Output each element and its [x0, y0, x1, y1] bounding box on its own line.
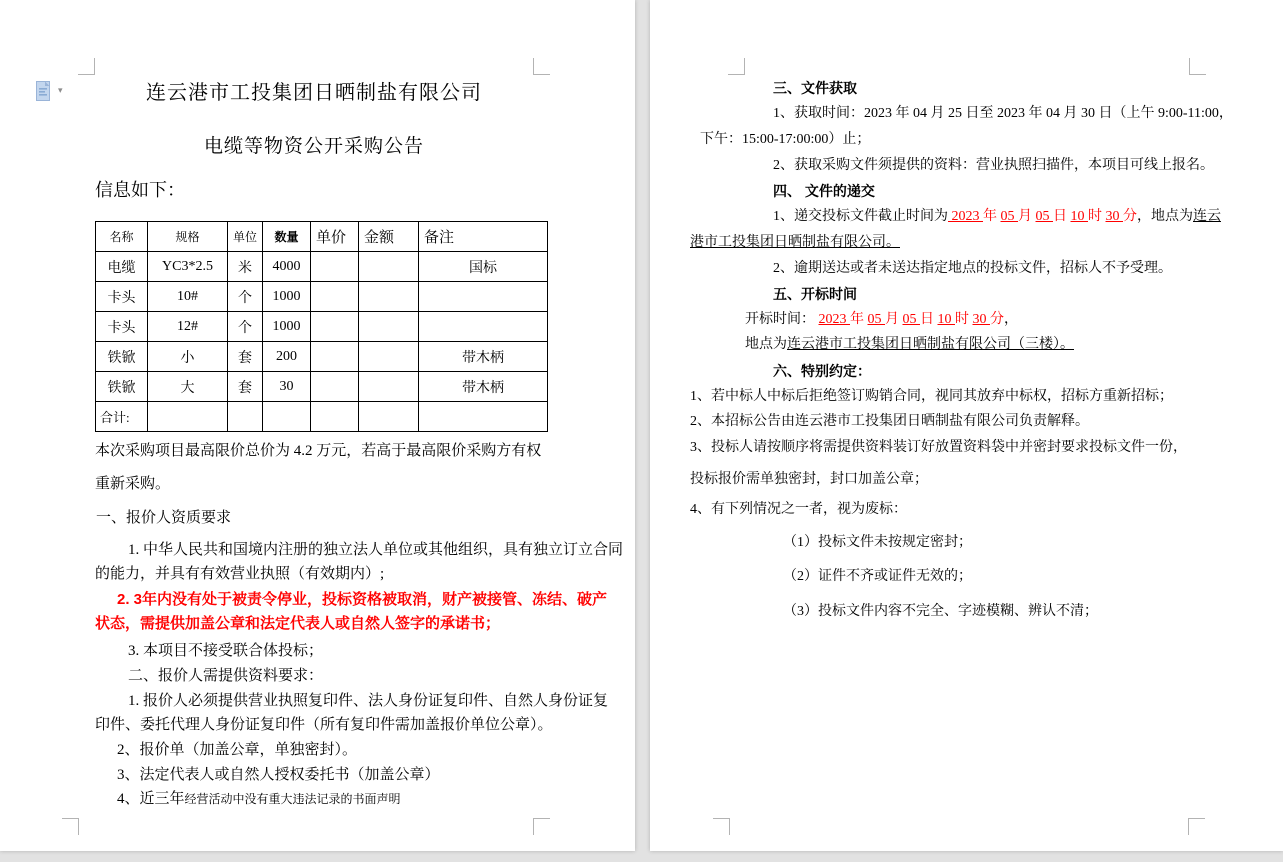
text-line: [783, 567, 972, 587]
text-line: [117, 789, 401, 809]
table-cell[interactable]: 卡头: [96, 282, 148, 312]
table-cell[interactable]: [419, 402, 548, 432]
table-cell[interactable]: 带木柄: [419, 372, 548, 402]
text-run: 2、报价单（加盖公章，单独密封）。: [117, 742, 358, 758]
table-header-cell[interactable]: 名称: [96, 222, 148, 252]
text-line: [128, 691, 608, 711]
text-run: 连云: [1193, 209, 1221, 224]
table-cell[interactable]: 套: [228, 372, 263, 402]
text-run: 05: [1000, 209, 1018, 224]
text-line: [690, 412, 1089, 432]
text-run: 三、文件获取: [773, 80, 857, 96]
text-line: [700, 130, 870, 150]
text-line: [773, 259, 1172, 279]
table-cell[interactable]: [311, 312, 359, 342]
document-page-1[interactable]: [0, 0, 635, 851]
paste-options-button[interactable]: [34, 78, 76, 104]
margin-mark-icon: [62, 818, 79, 835]
text-run: 日: [1053, 209, 1071, 224]
table-cell[interactable]: [311, 252, 359, 282]
table-header-cell[interactable]: 备注: [419, 222, 548, 252]
text-line: [95, 564, 384, 584]
text-run: 连云港市工投集团日晒制盐有限公司（三楼）。: [787, 337, 1074, 352]
text-line: [96, 508, 231, 528]
table-cell[interactable]: 200: [263, 342, 311, 372]
text-run: 经营活动中没有重大违法记录的书面声明: [184, 792, 401, 806]
text-run: 投标报价需单独密封，封口加盖公章；: [690, 472, 928, 487]
table-row: [96, 402, 548, 432]
text-line: [95, 614, 500, 634]
text-line: [128, 641, 323, 661]
table-cell[interactable]: [311, 342, 359, 372]
text-line: [117, 765, 440, 785]
text-line: [95, 715, 553, 735]
table-cell[interactable]: [359, 252, 419, 282]
table-cell[interactable]: 铁锨: [96, 372, 148, 402]
document-title: 连云港市工投集团日晒制盐有限公司: [146, 82, 482, 104]
text-run: 月: [1018, 209, 1036, 224]
table-row: [96, 282, 548, 312]
table-cell[interactable]: [359, 342, 419, 372]
text-line: [773, 156, 1214, 176]
text-run: 30: [1105, 209, 1123, 224]
text-line: [128, 540, 623, 560]
text-run: 二、报价人需提供资料要求：: [128, 668, 324, 684]
text-run: 印件、委托代理人身份证复印件（所有复印件需加盖报价单位公章）。: [95, 717, 553, 733]
text-run: 2023: [948, 209, 983, 224]
table-cell[interactable]: [419, 312, 548, 342]
text-run: 1. 报价人必须提供营业执照复印件、法人身份证复印件、自然人身份证复: [128, 693, 609, 709]
margin-mark-icon: [728, 58, 745, 75]
text-run: 1、获取时间：2023 年 04 月 25 日至 2023 年 04 月 30 日（上午 9:00-11:00，: [773, 106, 1233, 121]
table-header-row: [96, 222, 548, 252]
intro-text: 信息如下：: [95, 180, 185, 200]
text-line: [773, 104, 1233, 124]
text-line: [745, 310, 1018, 330]
text-run: 一、报价人资质要求: [96, 510, 232, 526]
table-cell[interactable]: [359, 282, 419, 312]
margin-mark-icon: [533, 58, 550, 75]
text-line: [690, 500, 907, 520]
table-cell[interactable]: 套: [228, 342, 263, 372]
text-run: 地点为: [745, 337, 787, 352]
text-line: [773, 361, 871, 381]
text-line: [773, 207, 1221, 227]
text-line: [783, 602, 1098, 622]
text-line: [117, 590, 607, 610]
text-line: [690, 470, 928, 490]
margin-mark-icon: [1189, 58, 1206, 75]
table-cell[interactable]: 电缆: [96, 252, 148, 282]
table-cell[interactable]: 铁锨: [96, 342, 148, 372]
clipboard-page-icon: [34, 80, 54, 102]
text-line: [745, 335, 1074, 355]
text-run: 开标时间：: [745, 312, 819, 327]
text-run: （1）投标文件未按规定密封；: [783, 535, 972, 550]
text-run: 2. 3年内没有处于被责令停业，投标资格被取消，财产被接管、冻结、破产: [117, 591, 608, 608]
table-header-cell[interactable]: 单位: [228, 222, 263, 252]
table-row: [96, 252, 548, 282]
text-run: 五、开标时间: [773, 286, 857, 302]
text-run: （3）投标文件内容不完全、字迹模糊、辨认不清；: [783, 604, 1098, 619]
table-cell[interactable]: [311, 402, 359, 432]
margin-mark-icon: [713, 818, 730, 835]
table-cell[interactable]: 个: [228, 312, 263, 342]
text-run: 10: [1070, 209, 1088, 224]
table-cell[interactable]: 米: [228, 252, 263, 282]
text-run: 4、有下列情况之一者，视为废标：: [690, 502, 907, 517]
table-cell[interactable]: 大: [148, 372, 228, 402]
table-cell[interactable]: 小: [148, 342, 228, 372]
text-run: 日: [920, 312, 938, 327]
text-run: 的能力，并具有有效营业执照（有效期内）;: [95, 566, 385, 582]
text-line: [690, 438, 1187, 458]
text-run: 1、递交投标文件截止时间为: [773, 209, 948, 224]
text-run: 05: [867, 312, 885, 327]
text-run: 分: [1123, 209, 1137, 224]
table-cell[interactable]: 12#: [148, 312, 228, 342]
margin-mark-icon: [78, 58, 95, 75]
text-line: [773, 181, 875, 201]
table-cell[interactable]: [311, 372, 359, 402]
text-line: [690, 233, 900, 253]
text-run: 年: [850, 312, 868, 327]
table-cell[interactable]: 1000: [263, 282, 311, 312]
table-cell[interactable]: 带木柄: [419, 342, 548, 372]
text-run: 2023: [818, 312, 850, 327]
table-cell[interactable]: 卡头: [96, 312, 148, 342]
table-cell[interactable]: 合计:: [96, 402, 148, 432]
text-run: 分: [990, 312, 1004, 327]
text-run: 4、近三年: [117, 791, 185, 807]
table-row: [96, 372, 548, 402]
text-run: ，: [1004, 312, 1018, 327]
text-run: 年: [983, 209, 1001, 224]
text-run: 港市工投集团日晒制盐有限公司。: [690, 235, 900, 250]
text-run: 30: [972, 312, 990, 327]
table-cell[interactable]: 30: [263, 372, 311, 402]
text-run: 月: [885, 312, 903, 327]
text-run: 10: [937, 312, 955, 327]
text-run: 2、本招标公告由连云港市工投集团日晒制盐有限公司负责解释。: [690, 414, 1089, 429]
text-line: [773, 284, 857, 304]
text-run: 1. 中华人民共和国境内注册的独立法人单位或其他组织，具有独立订立合同: [128, 542, 624, 558]
table-cell[interactable]: 10#: [148, 282, 228, 312]
document-subtitle: 电缆等物资公开采购公告: [203, 136, 424, 157]
document-page-2[interactable]: [650, 0, 1283, 851]
margin-mark-icon: [1188, 818, 1205, 835]
table-header-cell[interactable]: 单价: [311, 222, 359, 252]
text-run: 3、法定代表人或自然人授权委托书（加盖公章）: [117, 767, 440, 783]
table-header-cell[interactable]: 规格: [148, 222, 228, 252]
text-run: （2）证件不齐或证件无效的；: [783, 569, 972, 584]
text-run: 3、投标人请按顺序将需提供资料装订好放置资料袋中并密封要求投标文件一份，: [690, 440, 1187, 455]
table-cell[interactable]: 个: [228, 282, 263, 312]
table-cell[interactable]: [419, 282, 548, 312]
text-line: [117, 740, 357, 760]
text-run: 05: [1035, 209, 1053, 224]
table-row: [96, 342, 548, 372]
table-header-cell[interactable]: 数量: [263, 222, 311, 252]
text-run: 时: [1088, 209, 1106, 224]
margin-mark-icon: [533, 818, 550, 835]
table-cell[interactable]: 4000: [263, 252, 311, 282]
table-cell[interactable]: 1000: [263, 312, 311, 342]
text-run: 四、 文件的递交: [773, 183, 875, 199]
text-run: 2、逾期送达或者未送达指定地点的投标文件，招标人不予受理。: [773, 261, 1172, 276]
table-cell[interactable]: [148, 402, 228, 432]
text-line: [95, 441, 541, 461]
text-run: 2、获取采购文件须提供的资料：营业执照扫描件，本项目可线上报名。: [773, 158, 1214, 173]
text-run: 六、特别约定：: [773, 363, 871, 379]
table-cell[interactable]: [359, 372, 419, 402]
table-cell[interactable]: [228, 402, 263, 432]
table-cell[interactable]: YC3*2.5: [148, 252, 228, 282]
text-run: 3. 本项目不接受联合体投标；: [128, 643, 324, 659]
text-line: [95, 474, 170, 494]
table-cell[interactable]: [311, 282, 359, 312]
table-cell[interactable]: [263, 402, 311, 432]
text-run: 本次采购项目最高限价总价为 4.2 万元，若高于最高限价采购方有权: [95, 443, 542, 459]
text-run: 下午：15:00-17:00:00）止；: [700, 132, 871, 147]
table-header-cell[interactable]: 金额: [359, 222, 419, 252]
procurement-table: [95, 221, 548, 432]
text-run: 重新采购。: [95, 476, 171, 492]
text-line: [128, 666, 323, 686]
text-run: 时: [955, 312, 973, 327]
table-cell[interactable]: [359, 402, 419, 432]
text-line: [773, 78, 857, 98]
table-cell[interactable]: [359, 312, 419, 342]
text-run: 05: [902, 312, 920, 327]
text-line: [690, 387, 1173, 407]
table-row: [96, 312, 548, 342]
table-cell[interactable]: 国标: [419, 252, 548, 282]
text-line: [783, 533, 972, 553]
text-run: 1、若中标人中标后拒绝签订购销合同，视同其放弃中标权，招标方重新招标；: [690, 389, 1173, 404]
text-run: ，地点为: [1137, 209, 1193, 224]
dropdown-arrow-icon[interactable]: ▾: [58, 86, 63, 96]
text-run: 状态，需提供加盖公章和法定代表人或自然人签字的承诺书；: [95, 615, 501, 632]
